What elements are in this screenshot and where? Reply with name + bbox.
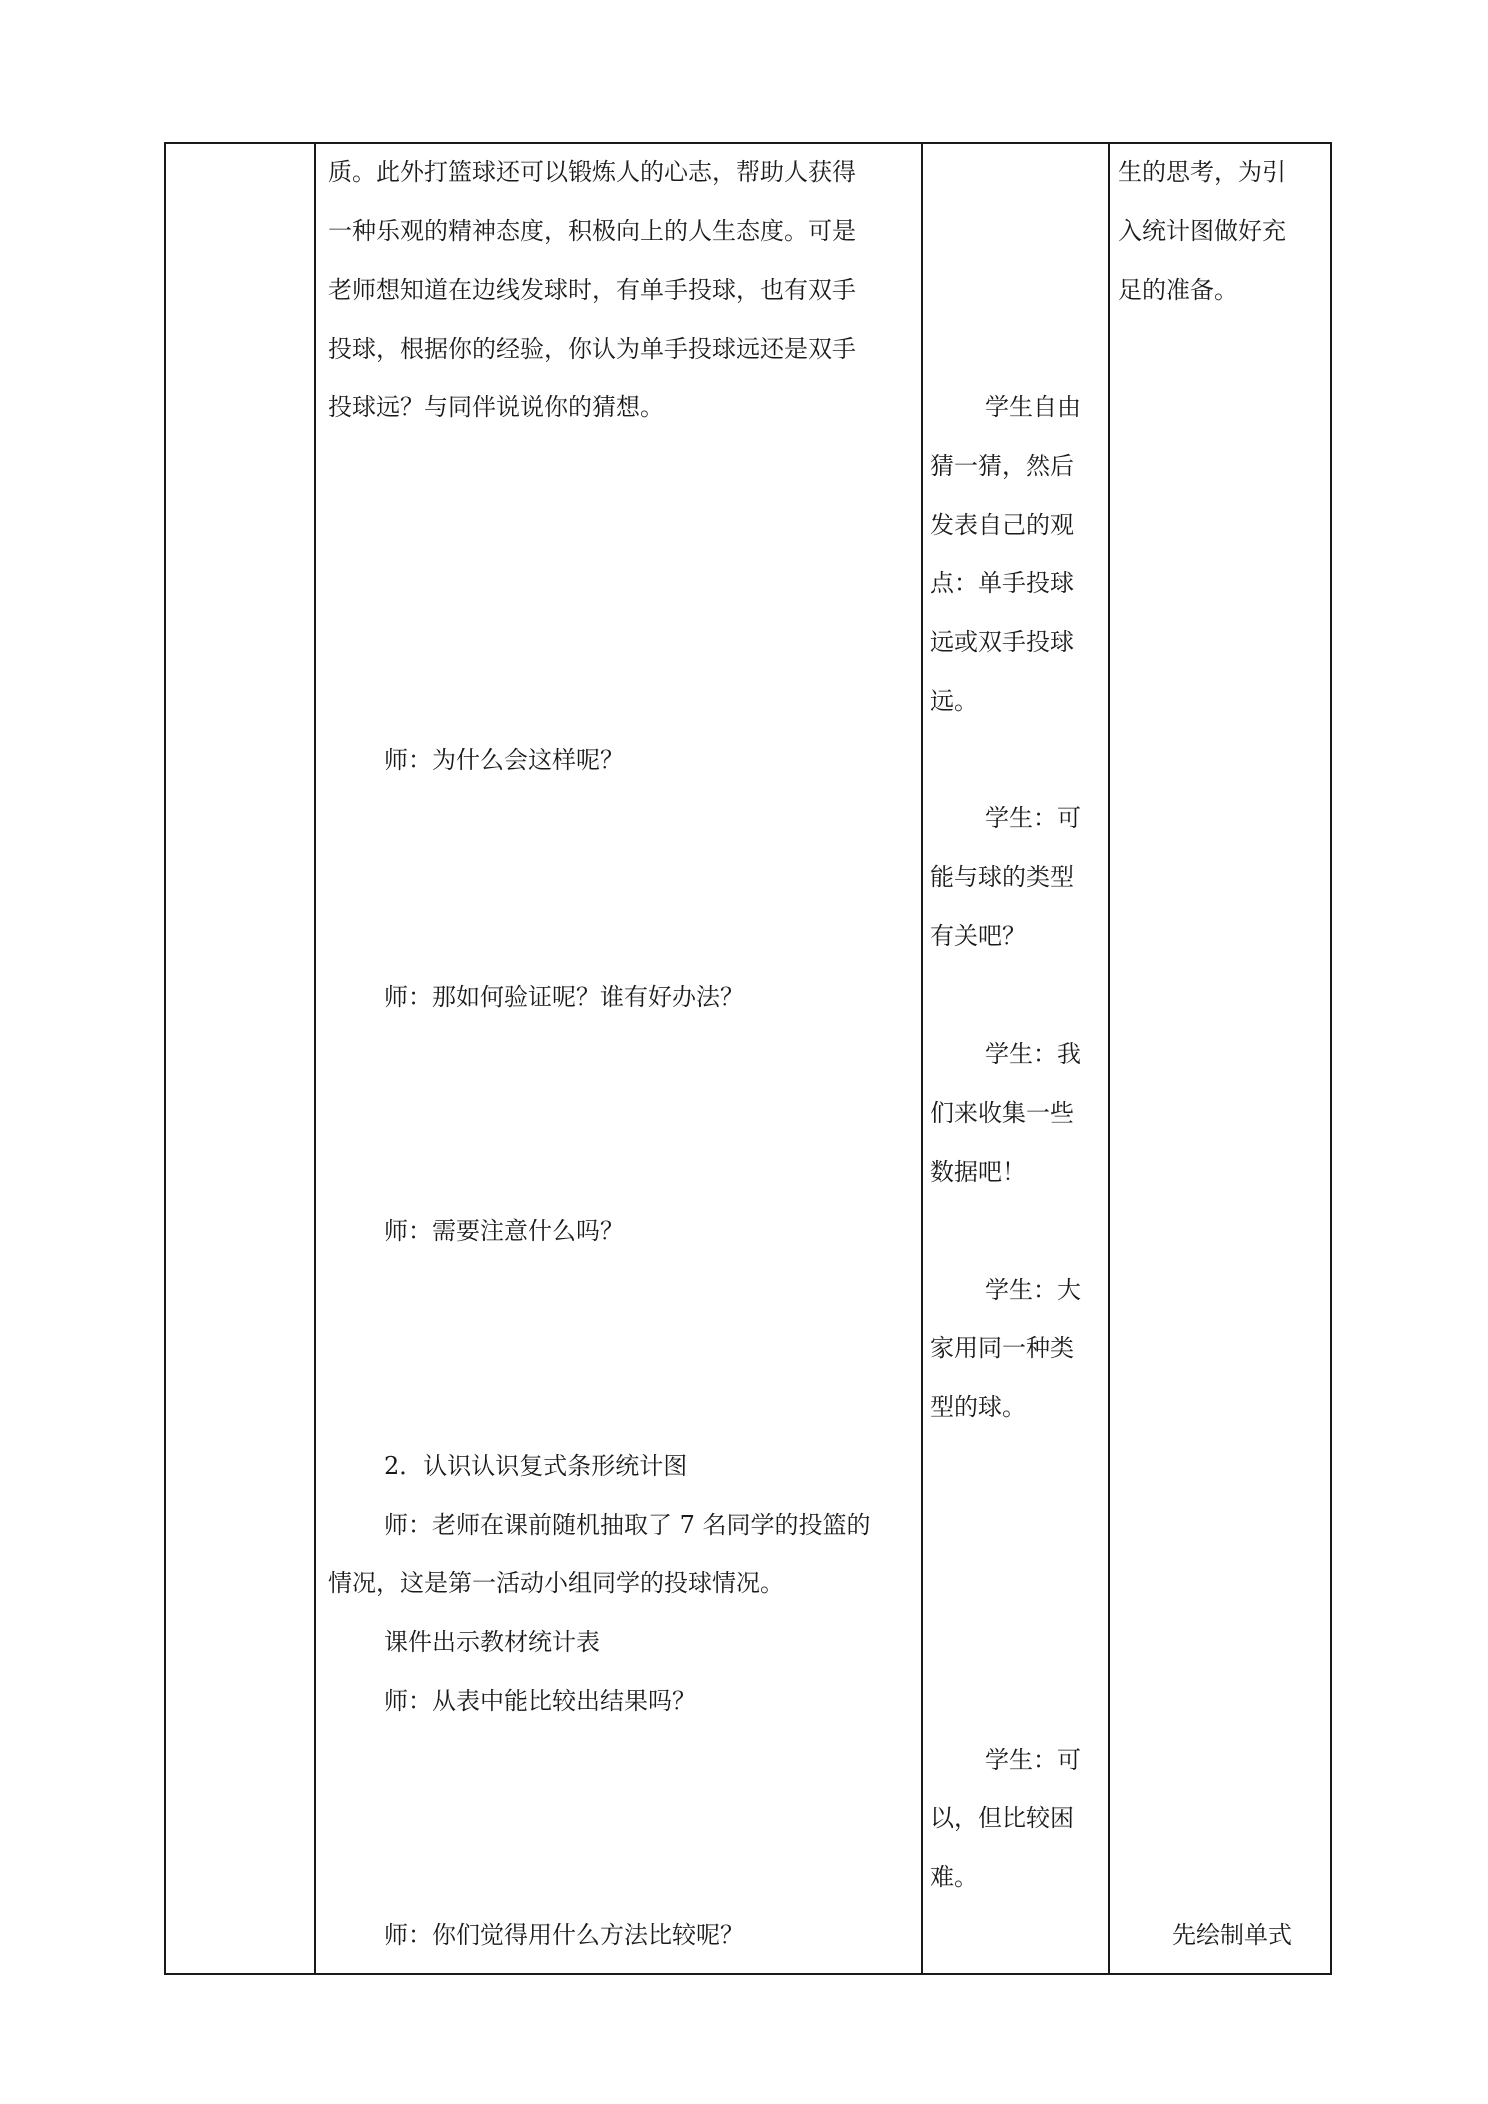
teacher-question-why: 师：为什么会这样呢？ [384,746,624,774]
student-collect-line-1: 学生：我 [985,1040,1081,1068]
intro-line-4: 投球，根据你的经验，你认为单手投球远还是双手 [328,335,856,363]
intro-line-3: 老师想知道在边线发球时，有单手投球，也有双手 [328,276,856,304]
intent-line-1: 生的思考，为引 [1118,158,1286,186]
student-difficult-line-3: 难。 [930,1863,978,1891]
student-collect-line-2: 们来收集一些 [930,1099,1074,1127]
intent-bottom-line: 先绘制单式 [1172,1921,1292,1949]
table-bottom-border [164,1973,1332,1975]
column-divider-3 [1108,142,1110,1975]
teacher-question-attention: 师：需要注意什么吗？ [384,1217,624,1245]
student-guess-line-1: 学生自由 [985,393,1081,421]
student-ball-type-line-1: 学生：可 [985,804,1081,832]
intro-line-5: 投球远？与同伴说说你的猜想。 [328,393,664,421]
intro-line-2: 一种乐观的精神态度，积极向上的人生态度。可是 [328,217,856,245]
section-heading: 2．认识认识复式条形统计图 [384,1452,688,1480]
student-guess-line-6: 远。 [930,687,978,715]
table-left-border [164,142,166,1975]
intent-line-2: 入统计图做好充 [1118,217,1286,245]
teacher-question-compare-table: 师：从表中能比较出结果吗？ [384,1687,696,1715]
student-same-ball-line-2: 家用同一种类 [930,1334,1074,1362]
student-guess-line-4: 点：单手投球 [930,569,1074,597]
courseware-note: 课件出示教材统计表 [384,1628,600,1656]
intro-line-1: 质。此外打篮球还可以锻炼人的心志，帮助人获得 [328,158,856,186]
random-sample-line-1: 师：老师在课前随机抽取了 7 名同学的投篮的 [384,1511,871,1539]
student-collect-line-3: 数据吧！ [930,1158,1026,1186]
student-same-ball-line-3: 型的球。 [930,1393,1026,1421]
teacher-question-verify: 师：那如何验证呢？谁有好办法？ [384,983,744,1011]
column-divider-1 [314,142,316,1975]
student-ball-type-line-3: 有关吧？ [930,922,1026,950]
intent-line-3: 足的准备。 [1118,276,1238,304]
student-guess-line-5: 远或双手投球 [930,628,1074,656]
teacher-question-method: 师：你们觉得用什么方法比较呢？ [384,1921,744,1949]
student-same-ball-line-1: 学生：大 [985,1276,1081,1304]
column-divider-2 [921,142,923,1975]
table-right-border [1330,142,1332,1975]
student-difficult-line-2: 以，但比较困 [930,1804,1074,1832]
table-top-border [164,142,1332,144]
student-ball-type-line-2: 能与球的类型 [930,863,1074,891]
student-guess-line-2: 猜一猜，然后 [930,452,1074,480]
student-difficult-line-1: 学生：可 [985,1746,1081,1774]
random-sample-line-2: 情况，这是第一活动小组同学的投球情况。 [328,1569,784,1597]
student-guess-line-3: 发表自己的观 [930,511,1074,539]
